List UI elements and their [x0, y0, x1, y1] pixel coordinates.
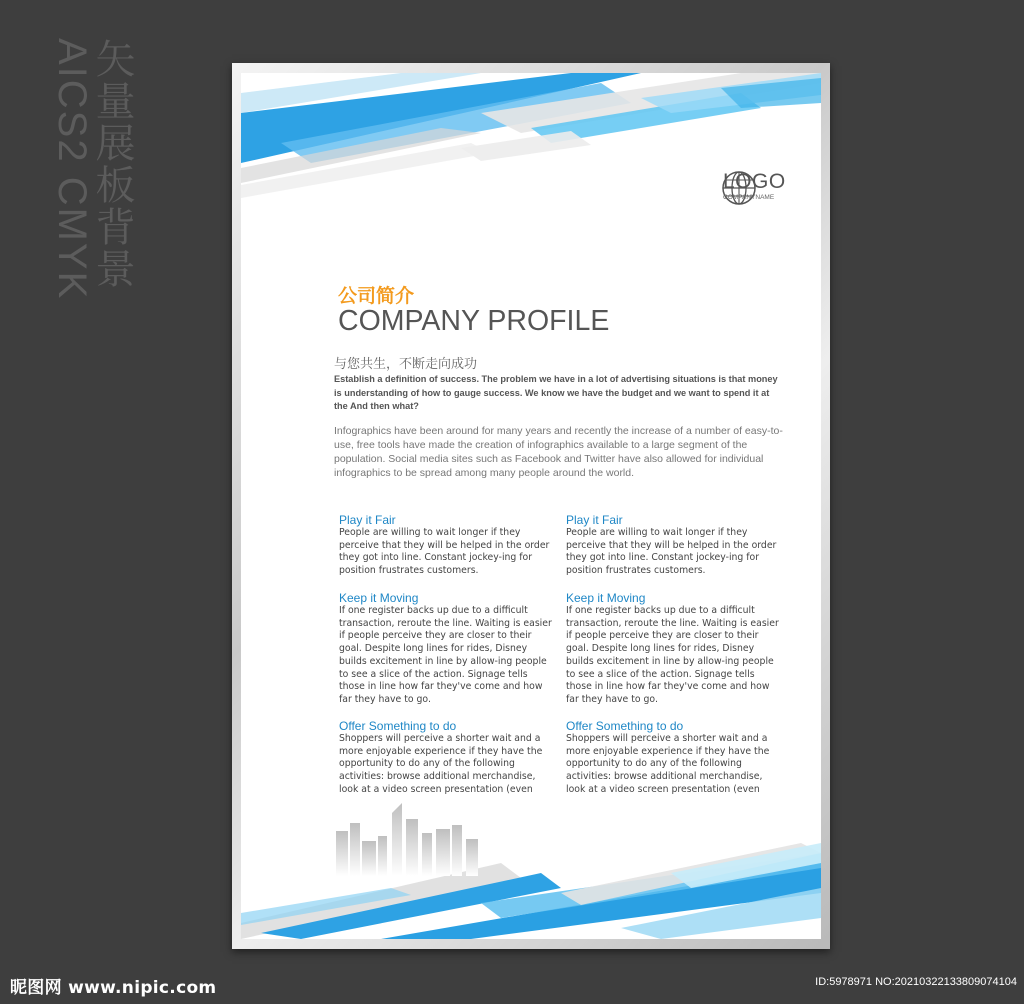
section-offer-something: [339, 719, 554, 797]
section-body: Shoppers will perceive a shorter wait and a more enjoyable experience if they have the opportunity to do any of the following activities: browse additional merchandise, look at a video screen presentation (even: [339, 733, 543, 795]
lead-paragraph: Establish a definition of success. The problem we have in a lot of advertising situations is that money is understanding of how to gauge success. We know we have the budget and we want to spend it at the And then what?: [334, 374, 778, 411]
section-title: Play it Fair: [566, 513, 623, 527]
section-offer-something: [566, 719, 781, 797]
top-bar: [461, 131, 591, 161]
city-skyline-illustration: [326, 801, 496, 876]
content-column-left: [339, 513, 554, 797]
side-watermark-title: [52, 38, 132, 300]
section-body: People are willing to wait longer if they perceive that they will be helped in the order they got into line. Constant jockey-ing for position frustrates customers.: [339, 527, 550, 577]
side-watermark-cn: 矢量展板背景: [90, 38, 134, 290]
section-play-it-fair: [339, 513, 554, 591]
logo-text: LOGO: [723, 170, 786, 193]
section-title: Keep it Moving: [339, 591, 419, 605]
section-body: If one register backs up due to a difficult transaction, reroute the line. Waiting is easier if people perceive they are closer to their goal. Despite long lines for rides, Disney builds excitement in line by allow-ing people to see a slice of the action. Signage tells those in line how far they've come and how far they have to go.: [339, 605, 552, 705]
intro-paragraph: Infographics have been around for many years and recently the increase of a number of easy-to-use, free tools have made the creation of infographics available to a large segment of the population. Social media sites such as Facebook and Twitter have also allowed for individual infographics to be spread among many people around the world.: [334, 425, 783, 479]
section-keep-it-moving: [339, 591, 554, 719]
section-play-it-fair: [566, 513, 781, 591]
slogan: 与您共生，不断走向成功: [334, 357, 478, 372]
image-id-watermark: ID:5978971 NO:20210322133809074104: [815, 976, 1017, 988]
title-chinese: 公司简介: [338, 285, 415, 307]
title-english: COMPANY PROFILE: [338, 305, 610, 337]
section-title: Keep it Moving: [566, 591, 646, 605]
section-title: Offer Something to do: [339, 719, 457, 733]
section-title: Offer Something to do: [566, 719, 684, 733]
side-watermark-en: AICS2 CMYK: [50, 38, 94, 301]
content-column-right: [566, 513, 781, 797]
section-keep-it-moving: [566, 591, 781, 719]
section-body: If one register backs up due to a difficult transaction, reroute the line. Waiting is easier if people perceive they are closer to their goal. Despite long lines for rides, Disney builds excitement in line by allow-ing people to see a slice of the action. Signage tells those in line how far they've come and how far they have to go.: [566, 605, 779, 705]
section-body: People are willing to wait longer if they perceive that they will be helped in the order they got into line. Constant jockey-ing for position frustrates customers.: [566, 527, 777, 577]
poster: [241, 73, 821, 939]
logo-subtext: COMPANYNAME: [723, 194, 775, 201]
section-body: Shoppers will perceive a shorter wait and a more enjoyable experience if they have the opportunity to do any of the following activities: browse additional merchandise, look at a video screen presentation (even: [566, 733, 770, 795]
site-watermark: 昵图网 www.nipic.com: [10, 978, 217, 998]
section-title: Play it Fair: [339, 513, 396, 527]
